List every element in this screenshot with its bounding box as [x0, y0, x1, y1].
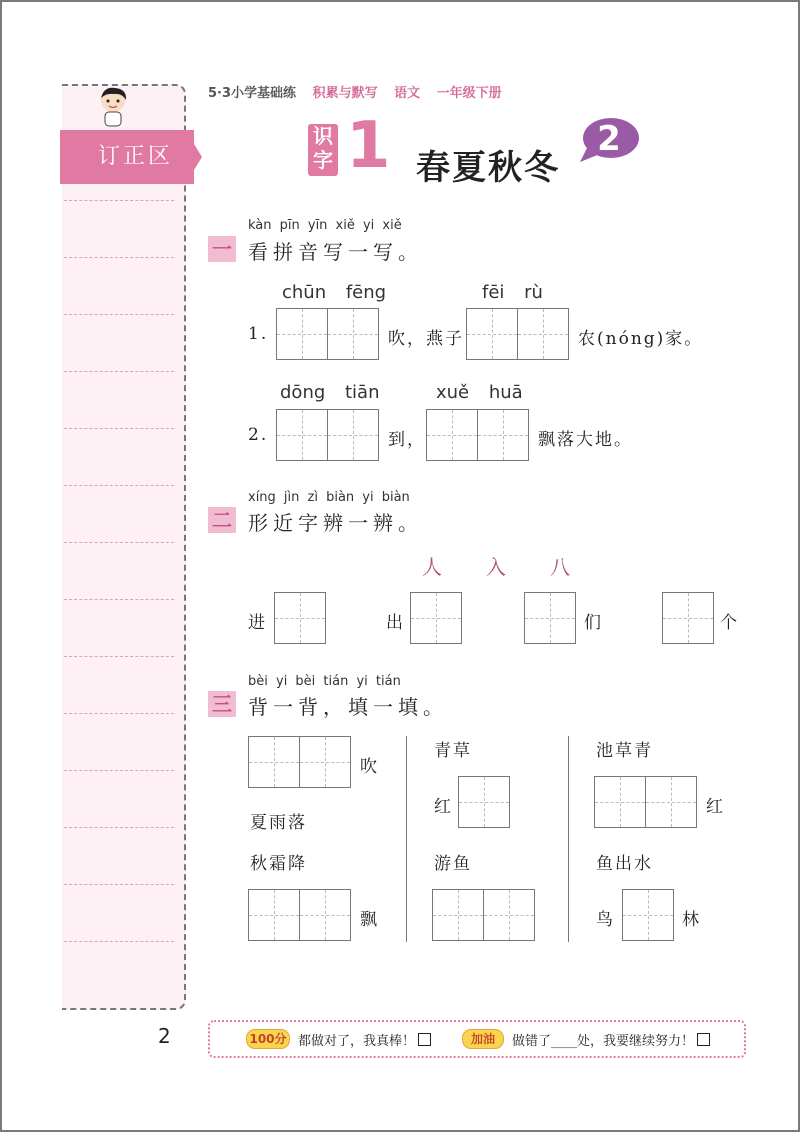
- word-char: 进: [248, 613, 267, 633]
- q2-pinyin-a: dōng tiān: [280, 382, 380, 403]
- q1-number: 1.: [248, 324, 269, 344]
- poem-text: 林: [682, 910, 701, 930]
- poem-text: 鸟: [596, 910, 615, 930]
- poem-text: 青草: [434, 741, 472, 761]
- full-score-badge: 100分: [246, 1029, 290, 1049]
- poem-text: 鱼出水: [596, 854, 653, 874]
- q1-text-a: 吹，燕子: [388, 329, 464, 349]
- poem-text: 池草青: [596, 741, 653, 761]
- page-number: 2: [158, 1024, 171, 1048]
- self-check-text-2: [512, 1030, 710, 1049]
- q1-text-b: 农(nóng)家。: [578, 329, 704, 349]
- poem-text: 游鱼: [434, 854, 472, 874]
- column-divider: [406, 736, 407, 942]
- column-divider: [568, 736, 569, 942]
- boy-avatar-icon: [96, 86, 130, 128]
- poem-text: 吹: [360, 757, 379, 777]
- q2-answer-box-a[interactable]: [276, 409, 379, 461]
- series-name: 5·3小学基础练: [208, 86, 297, 101]
- word-char: 出: [386, 613, 405, 633]
- book-name: 积累与默写: [312, 86, 378, 101]
- section2-pinyin: xíng jìn zì biàn yi biàn: [248, 490, 410, 505]
- section2-answer-box[interactable]: [524, 592, 576, 644]
- self-check-text-1-label: 都做对了，我真棒！: [298, 1034, 416, 1049]
- word-char: 个: [720, 613, 739, 633]
- book-header: [208, 82, 514, 101]
- self-check-bar: [208, 1020, 746, 1058]
- correction-area-label: 订正区: [60, 130, 194, 184]
- checkbox-keep-trying[interactable]: [697, 1033, 710, 1046]
- section3-answer-box[interactable]: [432, 889, 535, 941]
- section3-title: 背一背，填一填。: [248, 695, 448, 719]
- poem-text: 红: [706, 797, 725, 817]
- q1-answer-box-a[interactable]: [276, 308, 379, 360]
- self-check-text-1: [298, 1030, 431, 1049]
- section3-answer-box[interactable]: [458, 776, 510, 828]
- q2-text-a: 到，: [388, 430, 426, 450]
- lesson-title: 春夏秋冬: [416, 148, 560, 188]
- worksheet-page: [2, 2, 798, 1130]
- checkbox-all-correct[interactable]: [418, 1033, 431, 1046]
- q2-text-b: 飘落大地。: [538, 430, 633, 450]
- section1-pinyin: kàn pīn yīn xiě yi xiě: [248, 218, 402, 233]
- section2-answer-box[interactable]: [274, 592, 326, 644]
- option-char: 人: [422, 555, 442, 579]
- section3-marker: 三: [208, 691, 236, 717]
- q1-answer-box-b[interactable]: [466, 308, 569, 360]
- section2-answer-box[interactable]: [662, 592, 714, 644]
- exercise-number: 2: [597, 119, 621, 159]
- poem-text: 秋霜降: [250, 854, 307, 874]
- keep-going-badge: 加油: [462, 1029, 504, 1049]
- q1-pinyin-a: chūn fēng: [282, 282, 387, 303]
- correction-area: [62, 84, 186, 1010]
- option-char: 入: [486, 555, 506, 579]
- self-check-text-2-label: 做错了____处，我要继续努力！: [512, 1034, 695, 1049]
- section1-title: 看拼音写一写。: [248, 240, 423, 264]
- section2-marker: 二: [208, 507, 236, 533]
- q2-pinyin-b: xuě huā: [436, 382, 523, 403]
- q2-number: 2.: [248, 425, 269, 445]
- option-char: 八: [550, 555, 570, 579]
- section2-answer-box[interactable]: [410, 592, 462, 644]
- poem-text: 红: [434, 797, 453, 817]
- section3-answer-box[interactable]: [594, 776, 697, 828]
- poem-text: 飘: [360, 910, 379, 930]
- section1-marker: 一: [208, 236, 236, 262]
- section3-pinyin: bèi yi bèi tián yi tián: [248, 674, 401, 689]
- section3-answer-box[interactable]: [248, 889, 351, 941]
- subject-name: 语文: [394, 86, 421, 101]
- q1-pinyin-b: fēi rù: [482, 282, 543, 303]
- section3-answer-box[interactable]: [622, 889, 674, 941]
- grade-name: 一年级下册: [436, 86, 502, 101]
- lesson-number: 1: [346, 109, 391, 183]
- word-char: 们: [584, 613, 603, 633]
- section3-answer-box[interactable]: [248, 736, 351, 788]
- q2-answer-box-b[interactable]: [426, 409, 529, 461]
- lesson-category-badge: 识字: [308, 124, 338, 176]
- poem-text: 夏雨落: [250, 813, 307, 833]
- section2-title: 形近字辨一辨。: [248, 511, 423, 535]
